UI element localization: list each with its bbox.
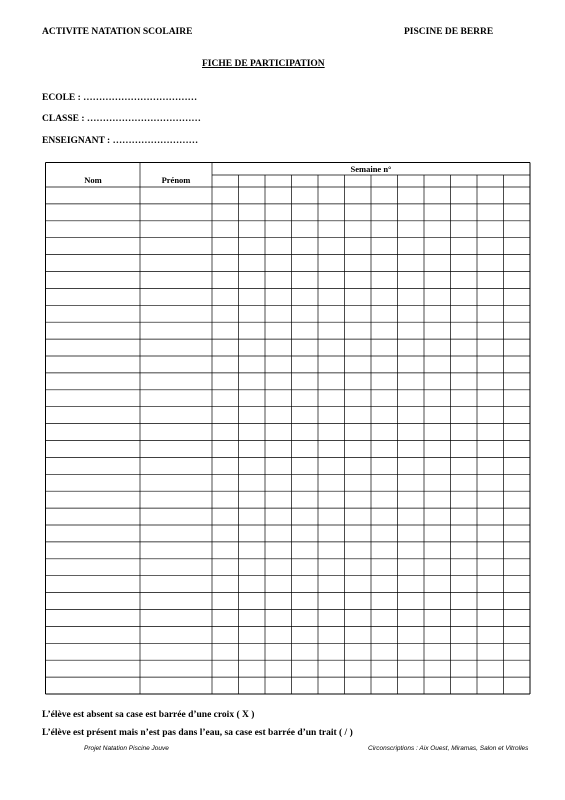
footer-right: Circonscriptions : Aix Ouest, Miramas, Salon et Vitrolles bbox=[368, 745, 529, 752]
header-left: ACTIVITE NATATION SCOLAIRE bbox=[42, 27, 193, 37]
footer-left: Projet Natation Piscine Jouve bbox=[84, 745, 169, 752]
nom-header: Nom bbox=[84, 175, 102, 185]
prenom-header: Prénom bbox=[161, 175, 191, 185]
field-ecole: ECOLE : ……………………………… bbox=[42, 93, 198, 103]
note-present: L’élève est présent mais n’est pas dans l’eau, sa case est barrée d’un trait ( / ) bbox=[42, 728, 353, 738]
note-absent: L’élève est absent sa case est barrée d’une croix ( X ) bbox=[42, 710, 255, 720]
field-enseignant: ENSEIGNANT : ……………………… bbox=[42, 136, 199, 146]
page-title: FICHE DE PARTICIPATION bbox=[202, 59, 325, 69]
field-classe: CLASSE : ……………………………… bbox=[42, 114, 201, 124]
header-right: PISCINE DE BERRE bbox=[404, 27, 494, 37]
attendance-table bbox=[45, 162, 533, 697]
semaine-header: Semaine n° bbox=[350, 164, 392, 174]
table-grid-lines bbox=[46, 163, 531, 695]
